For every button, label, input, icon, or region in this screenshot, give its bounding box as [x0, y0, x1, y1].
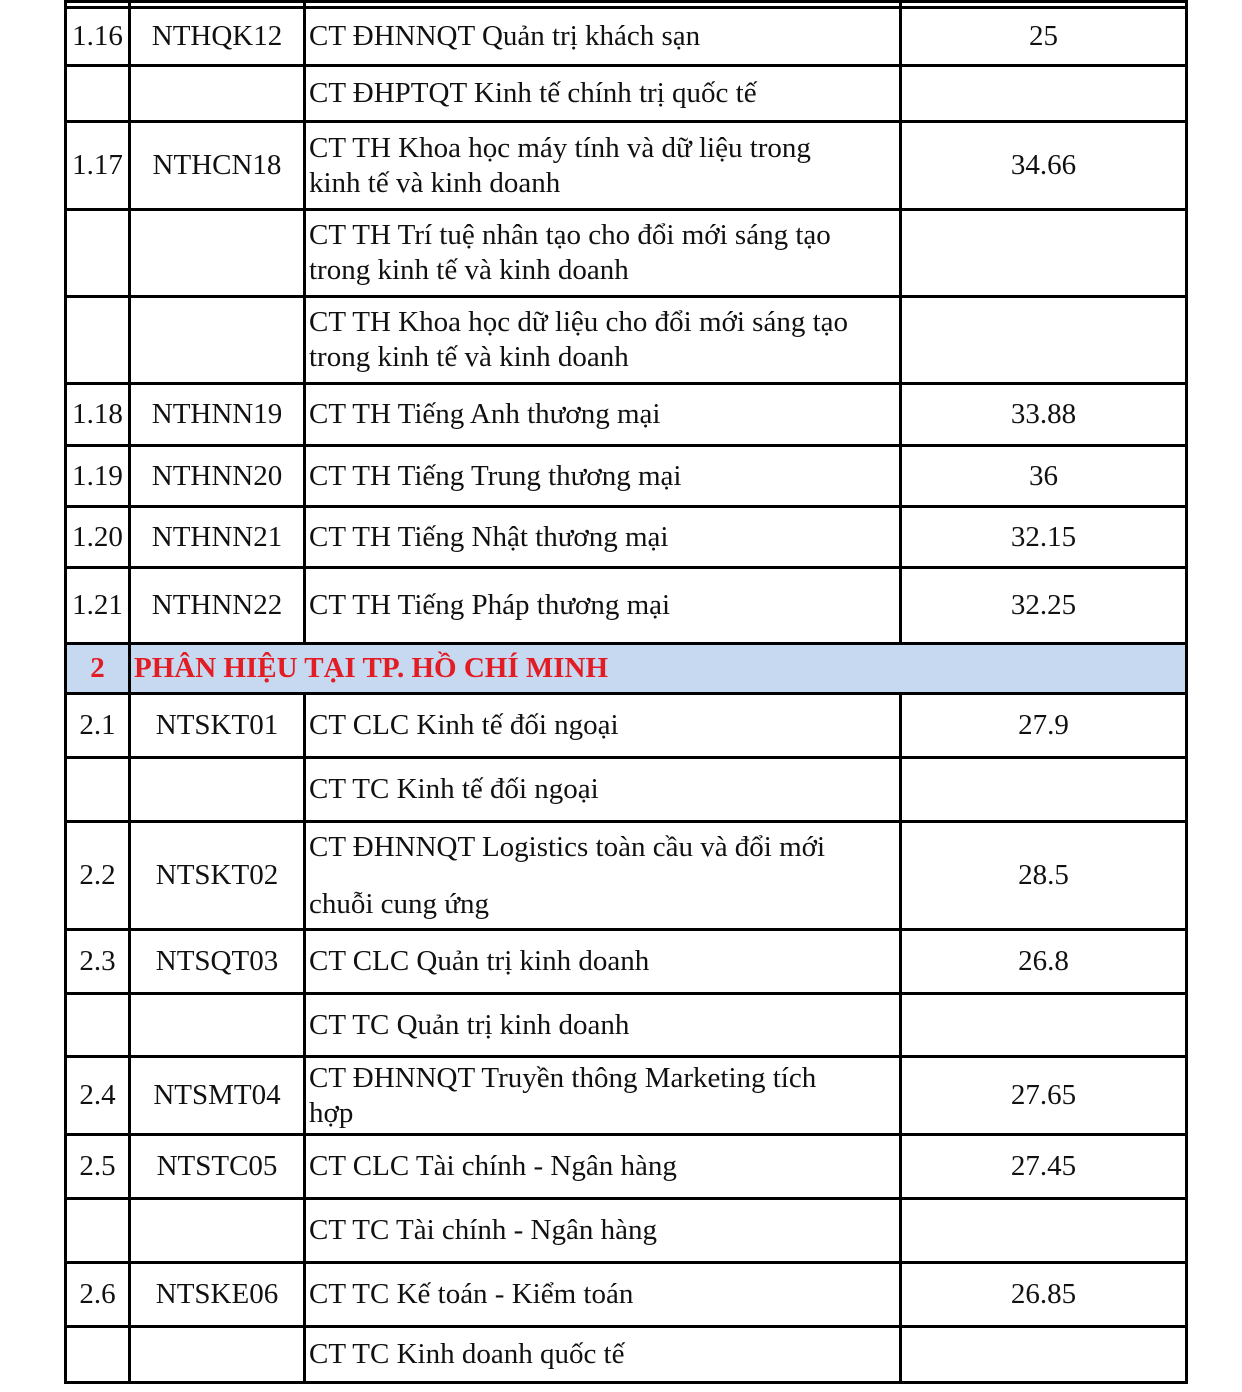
cutoff-score: 27.65	[901, 1057, 1187, 1135]
program-name: CT CLC Quản trị kinh doanh	[305, 930, 901, 994]
cutoff-score: 28.5	[901, 822, 1187, 930]
program-code: NTSKE06	[130, 1263, 305, 1327]
section-title: PHÂN HIỆU TẠI TP. HỒ CHÍ MINH	[130, 644, 1187, 694]
cutoff-score: 25	[901, 8, 1187, 66]
table-row	[66, 384, 1187, 446]
cutoff-score: 36	[901, 446, 1187, 507]
program-name	[305, 1057, 901, 1135]
cutoff-score	[901, 1327, 1187, 1383]
cutoff-score	[901, 297, 1187, 384]
program-name-line: CT TH Trí tuệ nhân tạo cho đổi mới sáng tạo	[309, 219, 831, 251]
row-number: 1.19	[66, 446, 130, 507]
row-number	[66, 758, 130, 822]
table-row	[66, 758, 1187, 822]
program-name: CT TC Kinh doanh quốc tế	[305, 1327, 901, 1383]
row-number: 2.4	[66, 1057, 130, 1135]
program-name: CT TH Tiếng Nhật thương mại	[305, 507, 901, 568]
cutoff-score	[901, 758, 1187, 822]
row-number	[66, 1327, 130, 1383]
program-code: NTSMT04	[130, 1057, 305, 1135]
program-code	[130, 210, 305, 297]
cutoff-score	[901, 994, 1187, 1057]
table-row	[66, 1135, 1187, 1199]
row-number: 2.5	[66, 1135, 130, 1199]
cutoff-score	[901, 1199, 1187, 1263]
row-number	[66, 994, 130, 1057]
table-row	[66, 930, 1187, 994]
program-name-line: trong kinh tế và kinh doanh	[309, 254, 629, 286]
table-row	[66, 446, 1187, 507]
row-number: 2.3	[66, 930, 130, 994]
program-code: NTSKT02	[130, 822, 305, 930]
table-row	[66, 297, 1187, 384]
program-code: NTSQT03	[130, 930, 305, 994]
program-name: CT TH Tiếng Anh thương mại	[305, 384, 901, 446]
cutoff-score	[901, 210, 1187, 297]
program-code	[130, 758, 305, 822]
program-code: NTHNN21	[130, 507, 305, 568]
program-code	[130, 66, 305, 122]
cutoff-score: 34.66	[901, 122, 1187, 210]
row-number: 1.17	[66, 122, 130, 210]
table-row	[66, 1199, 1187, 1263]
admission-score-table-container	[64, 0, 1185, 1384]
program-code: NTSTC05	[130, 1135, 305, 1199]
program-name: CT CLC Tài chính - Ngân hàng	[305, 1135, 901, 1199]
admission-score-table	[64, 0, 1188, 1384]
program-name-line: kinh tế và kinh doanh	[309, 166, 561, 199]
cutoff-score: 27.9	[901, 694, 1187, 758]
program-name	[305, 210, 901, 297]
cutoff-score: 27.45	[901, 1135, 1187, 1199]
program-code: NTHQK12	[130, 8, 305, 66]
program-name: CT TH Tiếng Trung thương mại	[305, 446, 901, 507]
program-code: NTHNN20	[130, 446, 305, 507]
program-name: CT TC Quản trị kinh doanh	[305, 994, 901, 1057]
row-number	[66, 297, 130, 384]
cutoff-score: 33.88	[901, 384, 1187, 446]
cutoff-score: 32.25	[901, 568, 1187, 644]
program-name: CT TH Tiếng Pháp thương mại	[305, 568, 901, 644]
row-number: 2.6	[66, 1263, 130, 1327]
table-row	[66, 66, 1187, 122]
table-row	[66, 1057, 1187, 1135]
program-name: CT TC Tài chính - Ngân hàng	[305, 1199, 901, 1263]
row-number	[66, 1199, 130, 1263]
table-row	[66, 122, 1187, 210]
section-number: 2	[66, 644, 130, 694]
program-code	[130, 297, 305, 384]
cutoff-score: 26.8	[901, 930, 1187, 994]
program-name-line: CT TH Khoa học máy tính và dữ liệu trong	[309, 131, 811, 164]
program-name	[305, 822, 901, 930]
program-name: CT ĐHPTQT Kinh tế chính trị quốc tế	[305, 66, 901, 122]
table-row	[66, 507, 1187, 568]
program-name-line: CT ĐHNNQT Truyền thông Marketing tích	[309, 1061, 817, 1094]
program-name-line: trong kinh tế và kinh doanh	[309, 341, 629, 373]
program-code: NTHCN18	[130, 122, 305, 210]
row-number	[66, 210, 130, 297]
program-name-line: CT ĐHNNQT Logistics toàn cầu và đổi mới	[309, 830, 826, 863]
program-code: NTHNN22	[130, 568, 305, 644]
program-name	[305, 122, 901, 210]
row-number: 1.21	[66, 568, 130, 644]
table-row	[66, 8, 1187, 66]
row-number: 1.20	[66, 507, 130, 568]
program-name-line: hợp	[309, 1096, 354, 1129]
table-row	[66, 1263, 1187, 1327]
table-row	[66, 994, 1187, 1057]
row-number: 1.16	[66, 8, 130, 66]
table-row	[66, 822, 1187, 930]
program-code: NTHNN19	[130, 384, 305, 446]
row-number	[66, 66, 130, 122]
cutoff-score: 26.85	[901, 1263, 1187, 1327]
program-code	[130, 994, 305, 1057]
row-number: 2.2	[66, 822, 130, 930]
program-code	[130, 1327, 305, 1383]
program-code: NTSKT01	[130, 694, 305, 758]
table-row	[66, 694, 1187, 758]
program-name	[305, 297, 901, 384]
program-name-line: CT TH Khoa học dữ liệu cho đổi mới sáng tạo	[309, 306, 849, 338]
program-code	[130, 1199, 305, 1263]
program-name-line: chuỗi cung ứng	[309, 887, 490, 920]
table-row	[66, 210, 1187, 297]
section-header-row	[66, 644, 1187, 694]
row-number: 2.1	[66, 694, 130, 758]
program-name: CT TC Kế toán - Kiểm toán	[305, 1263, 901, 1327]
table-row	[66, 1327, 1187, 1383]
cutoff-score	[901, 66, 1187, 122]
program-name: CT ĐHNNQT Quản trị khách sạn	[305, 8, 901, 66]
program-name: CT TC Kinh tế đối ngoại	[305, 758, 901, 822]
table-row	[66, 568, 1187, 644]
cutoff-score: 32.15	[901, 507, 1187, 568]
program-name: CT CLC Kinh tế đối ngoại	[305, 694, 901, 758]
row-number: 1.18	[66, 384, 130, 446]
